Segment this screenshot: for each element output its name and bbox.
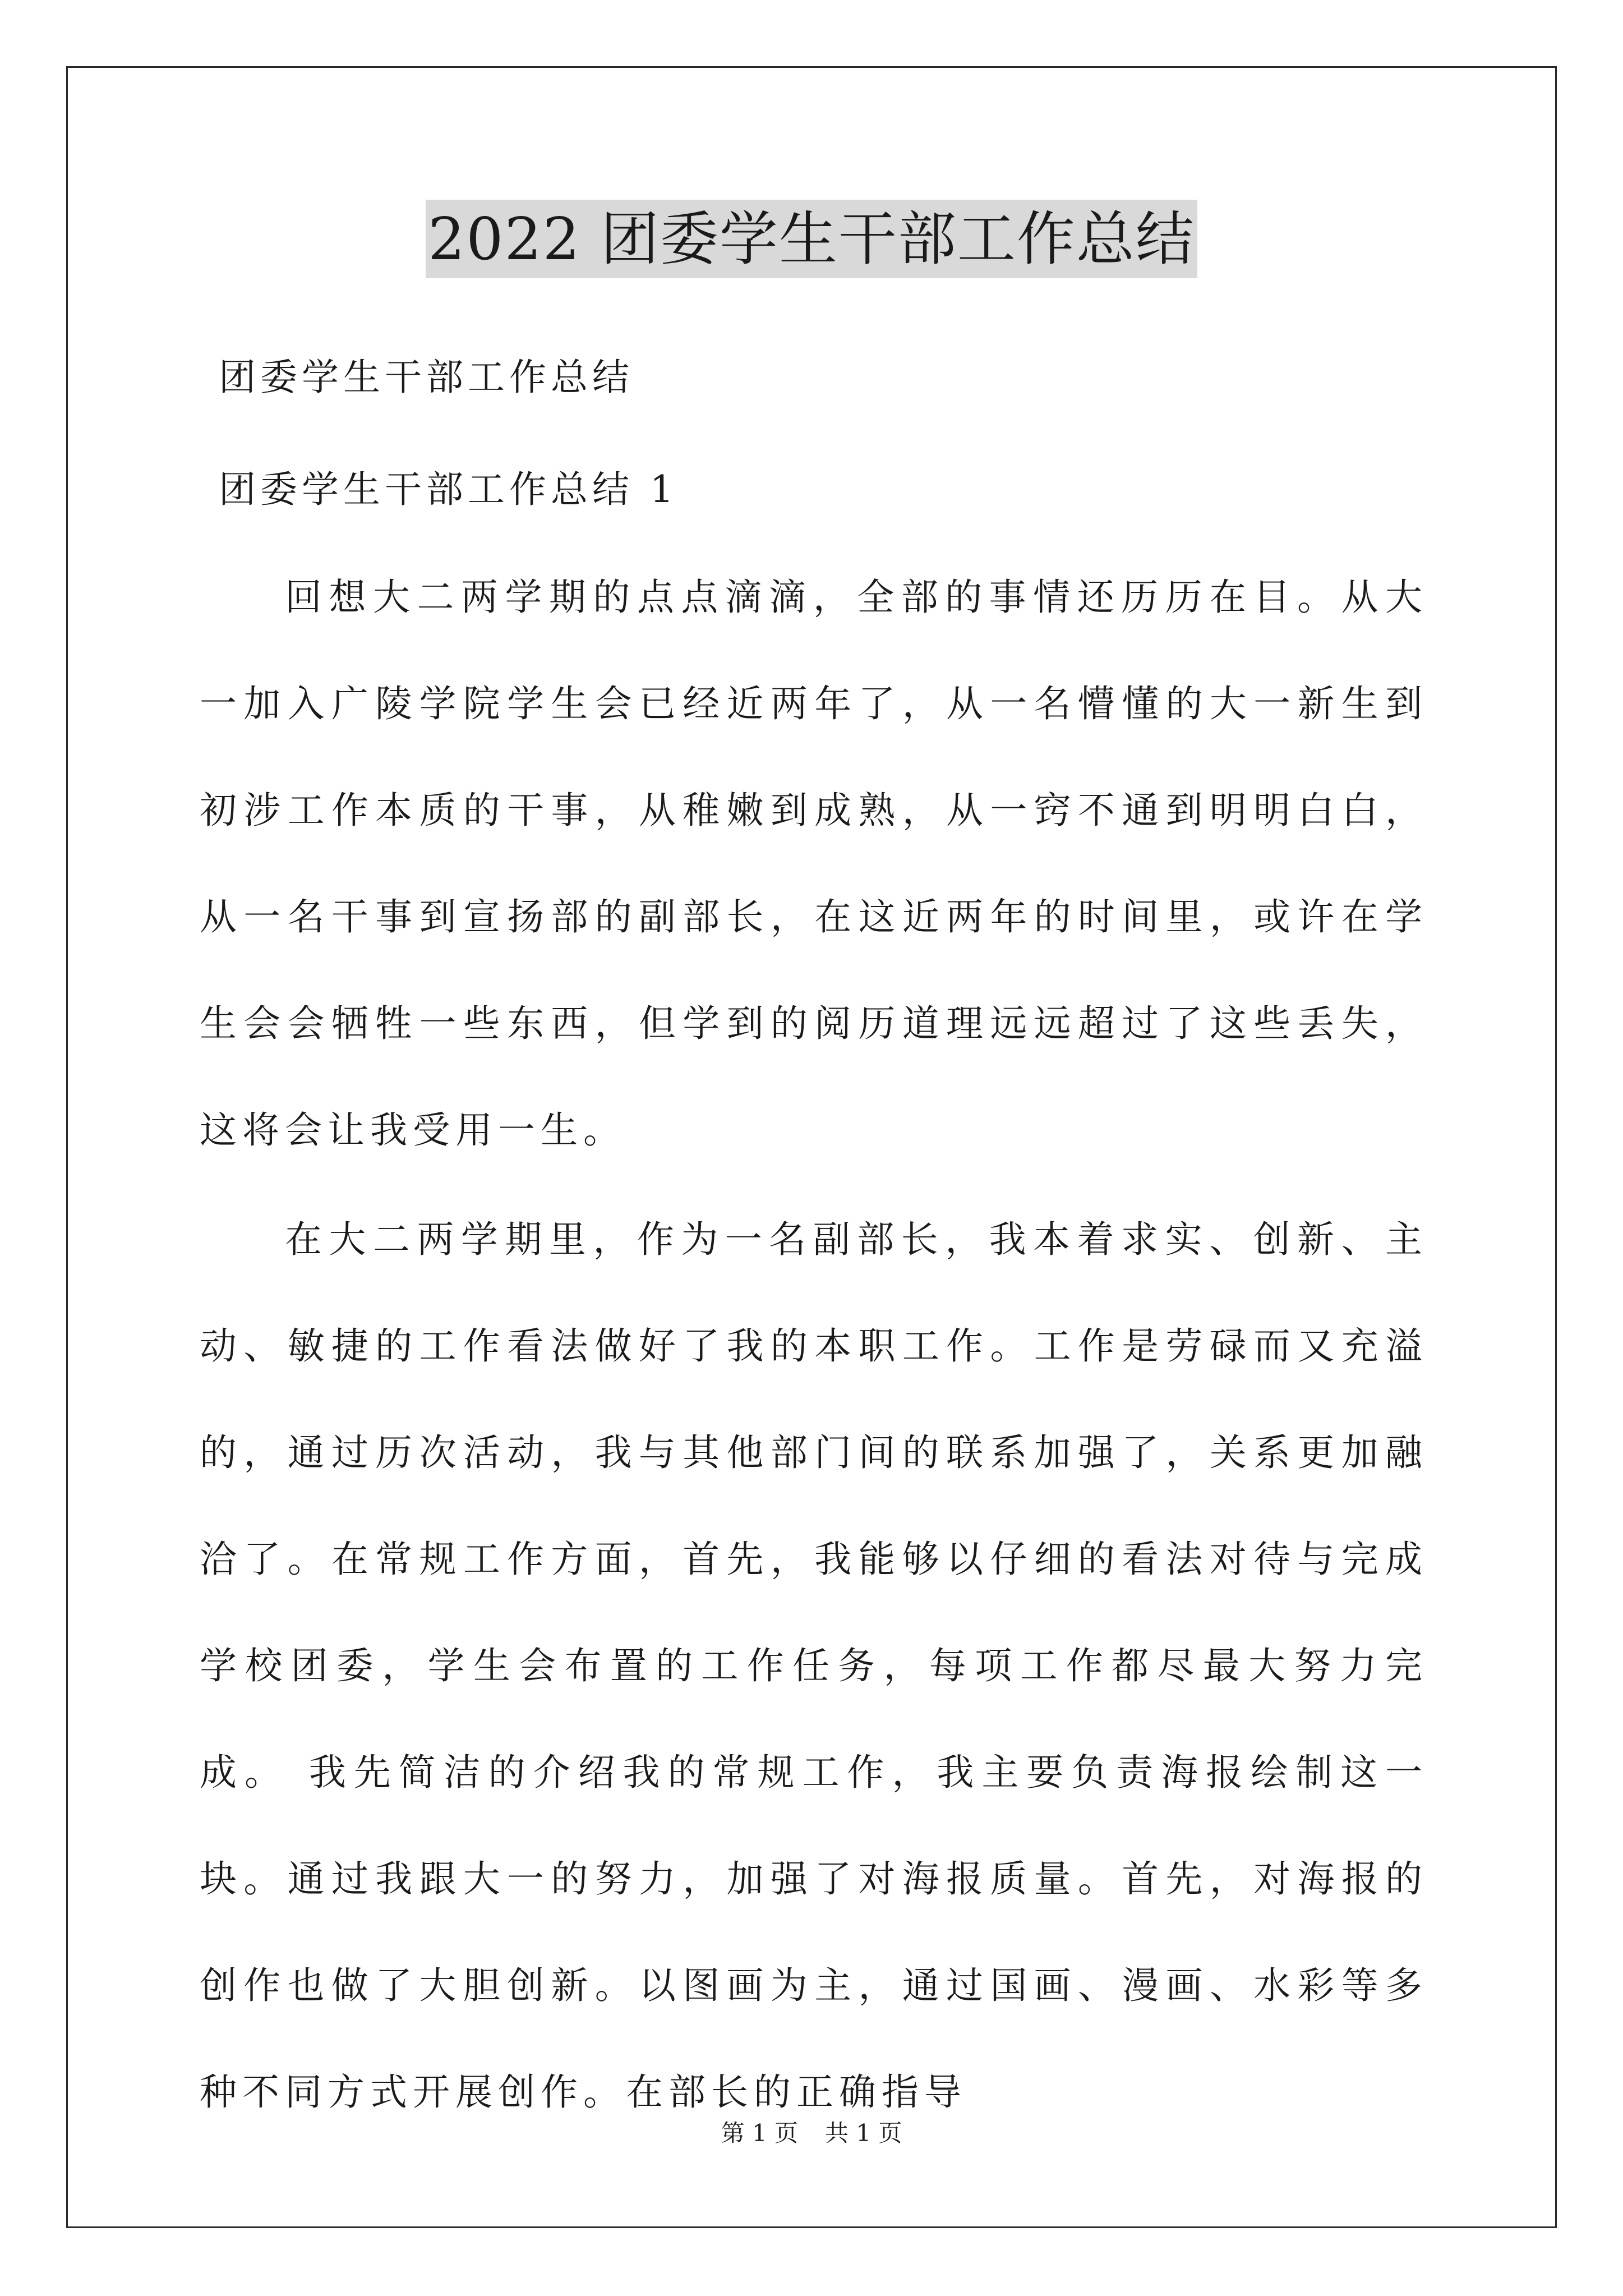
page-footer xyxy=(0,2118,1623,2149)
page-number-total: 共 1 页 xyxy=(825,2119,902,2147)
page-number-current: 第 1 页 xyxy=(721,2119,798,2147)
paragraph-2: 在大二两学期里，作为一名副部长，我本着求实、创新、主动、敏捷的工作看法做好了我的本职工作。工作是劳碌而又充溢的，通过历次活动，我与其他部门间的联系加强了，关系更加融洽了。在常规工作方面，首先，我能够以仔细的看法对待与完成学校团委，学生会布置的工作任务，每项工作都尽最大努力完成。 我先简洁的介绍我的常规工作，我主要负责海报绘制这一块。通过我跟大一的努力，加强了对海报质量。首先，对海报的创作也做了大胆创新。以图画为主，通过国画、漫画、水彩等多种不同方式开展创作。在部长的正确指导 xyxy=(200,1218,1428,2114)
document-subtitle: 团委学生干部工作总结 xyxy=(219,356,634,399)
paragraph-1: 回想大二两学期的点点滴滴，全部的事情还历历在目。从大一加入广陵学院学生会已经近两年了，从一名懵懂的大一新生到初涉工作本质的干事，从稚嫩到成熟，从一窍不通到明明白白，从一名干事到宣扬部的副部长，在这近两年的时间里，或许在学生会会牺牲一些东西，但学到的阅历道理远远超过了这些丢失，这将会让我受用一生。 xyxy=(200,576,1428,1152)
document-title: 2022 团委学生干部工作总结 xyxy=(426,200,1197,278)
title-container xyxy=(0,200,1623,278)
section-heading: 团委学生干部工作总结 1 xyxy=(219,468,678,511)
